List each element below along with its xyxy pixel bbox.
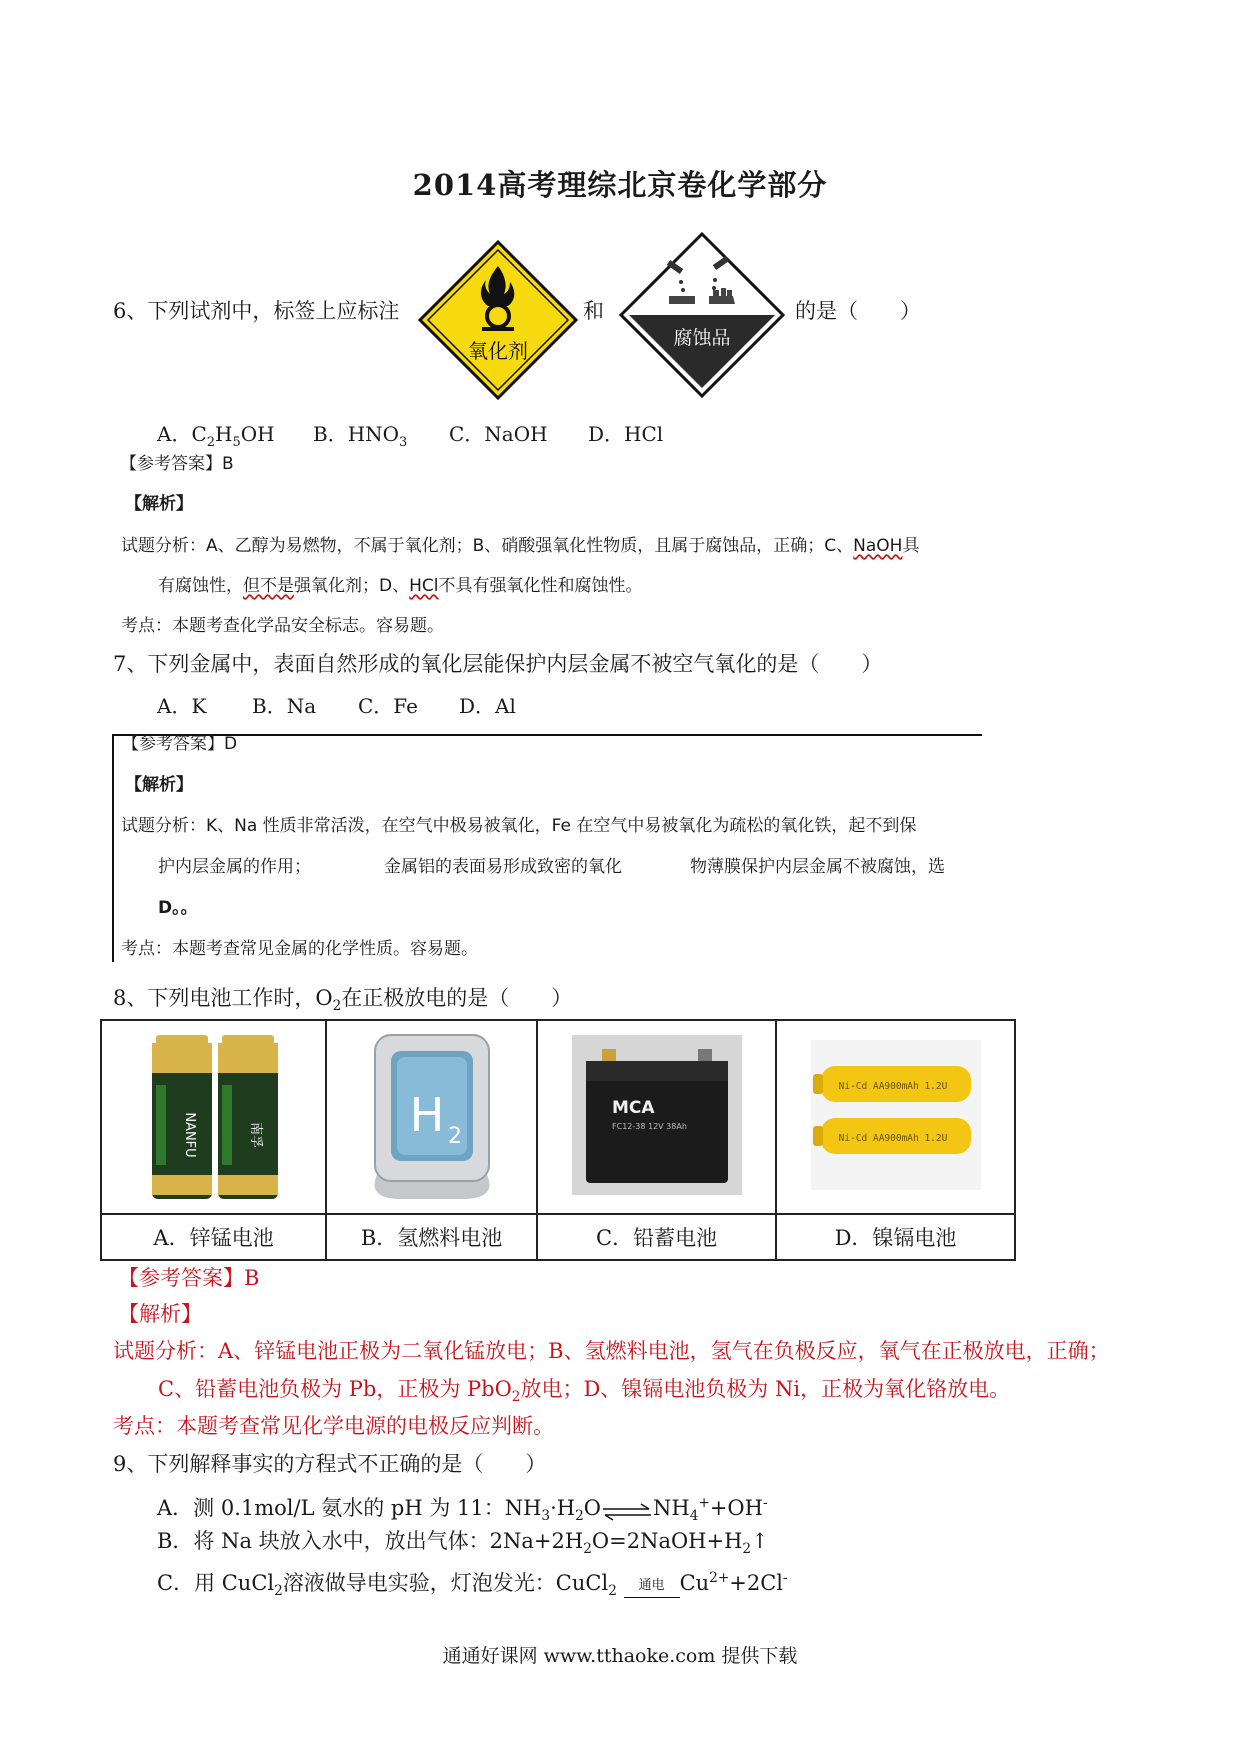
page-title: 2014高考理综北京卷化学部分 [412, 168, 828, 202]
battery-d-label-text-1: Ni-Cd AA900mAh 1.2U [838, 1081, 947, 1092]
q6-analysis-line2: 有腐蚀性，但不是强氧化剂；D、HCl不具有强氧化性和腐蚀性。 [158, 576, 643, 596]
battery-b-image-cell [326, 1020, 537, 1214]
zinc-manganese-battery-image [134, 1025, 294, 1205]
battery-option-a-label: A．锌锰电池 [101, 1214, 326, 1260]
q8-answer: 【参考答案】B [118, 1266, 260, 1290]
q7-option-d: D．Al [459, 694, 516, 718]
q6-option-a: A．$C_2H_5OH$ [157, 422, 275, 450]
q7-analysis-line2a: 护内层金属的作用； [158, 857, 311, 877]
q6-option-c: C．NaOH [449, 422, 548, 446]
q7-option-a: A．K [157, 694, 207, 718]
corrosive-hazard-label [617, 230, 787, 400]
q7-answer-box-border [112, 734, 982, 962]
q8-analysis-line2: C、铅蓄电池负极为 Pb，正极为 PbO$_2$放电；D、镍镉电池负极为 Ni，正极为氧化铬放电。 [158, 1377, 1011, 1406]
reversible-arrow-icon [601, 1500, 653, 1520]
oxidizer-label-text: 氧化剂 [468, 339, 528, 363]
q7-analysis-line1: 试题分析：K、Na 性质非常活泼，在空气中极易被氧化，Fe 在空气中易被氧化为疏松的氧化铁，起不到保 [121, 816, 917, 836]
q9-option-c: C．用 CuCl$_2$溶液做导电实验，灯泡发光：CuCl$_2$ 通电 $Cu^{2+}+2Cl^-$ [157, 1563, 788, 1606]
q7-analysis-line2b: 金属铝的表面易形成致密的氧化 [384, 857, 622, 877]
q7-answer: 【参考答案】D [122, 734, 238, 754]
battery-d-image-cell [776, 1020, 1015, 1214]
oxidizer-hazard-label [416, 238, 580, 402]
battery-c-model-text: FC12-38 12V 38Ah [611, 1122, 687, 1131]
battery-c-image-cell [537, 1020, 776, 1214]
battery-option-d-label: D．镍镉电池 [776, 1214, 1015, 1260]
q7-option-c: C．Fe [358, 694, 418, 718]
q8-key-point: 考点：本题考查常见化学电源的电极反应判断。 [113, 1414, 554, 1438]
q9-stem: 9、下列解释事实的方程式不正确的是（ ） [113, 1452, 547, 1476]
q7-option-b: B．Na [252, 694, 317, 718]
q6-option-d: D．HCl [588, 422, 664, 446]
q6-stem-suffix: 的是（ ） [795, 299, 921, 323]
q6-analysis-heading: 【解析】 [125, 494, 193, 514]
corrosive-label-text: 腐蚀品 [673, 327, 731, 349]
q7-key-point: 考点：本题考查常见金属的化学性质。容易题。 [121, 939, 478, 959]
q7-analysis-heading: 【解析】 [125, 775, 193, 795]
q9-option-a: A．测 0.1mol/L 氨水的 pH 为 11：$NH_3\cdot H_2O$ $NH_4^++OH^-$ [157, 1495, 768, 1525]
q6-stem-prefix: 6、下列试剂中，标签上应标注 [113, 299, 400, 323]
q8-stem: 8、下列电池工作时，$O_2$在正极放电的是（ ） [113, 986, 573, 1015]
q7-analysis-line2c: 物薄膜保护内层金属不被腐蚀，选 [690, 857, 945, 877]
battery-c-brand-text: MCA [611, 1098, 655, 1118]
battery-option-c-label: C．铅蓄电池 [537, 1214, 776, 1260]
q6-key-point: 考点：本题考查化学品安全标志。容易题。 [121, 616, 444, 636]
q9-option-b: B．将 Na 块放入水中，放出气体：$2Na+2H_2O=2NaOH+H_2↑$ [157, 1529, 769, 1558]
q6-option-b: B．$HNO_3$ [313, 422, 408, 450]
q6-answer: 【参考答案】B [120, 454, 234, 474]
battery-d-label-text-2: Ni-Cd AA900mAh 1.2U [838, 1133, 947, 1144]
q6-analysis-line1: 试题分析：A、乙醇为易燃物，不属于氧化剂；B、硝酸强氧化性物质，且属于腐蚀品，正确；C、NaOH具 [121, 536, 920, 556]
battery-a-brand-text-2: 南孚 [247, 1121, 263, 1149]
hydrogen-fuel-cell-image [357, 1025, 507, 1205]
lead-acid-battery-image [572, 1035, 742, 1195]
battery-a-brand-text: NANFU [181, 1112, 197, 1158]
q6-stem-middle: 和 [583, 299, 604, 323]
nickel-cadmium-battery-image [811, 1040, 981, 1190]
electrolysis-arrow [624, 1579, 680, 1606]
h2-subscript-text: 2 [447, 1124, 462, 1149]
battery-options-table [100, 1019, 1016, 1261]
battery-option-b-label: B．氢燃料电池 [326, 1214, 537, 1260]
h2-symbol-text: H [409, 1088, 444, 1142]
q8-analysis-heading: 【解析】 [118, 1302, 202, 1326]
page-footer: 通通好课网 www.tthaoke.com 提供下载 [442, 1645, 798, 1667]
battery-a-image-cell [101, 1020, 326, 1214]
q8-analysis-line1: 试题分析：A、锌锰电池正极为二氧化锰放电；B、氢燃料电池，氢气在负极反应，氧气在正极放电，正确； [113, 1339, 1110, 1363]
q7-stem: 7、下列金属中，表面自然形成的氧化层能保护内层金属不被空气氧化的是（ ） [113, 652, 883, 676]
electrolysis-condition-text: 通电 [638, 1578, 665, 1594]
q7-analysis-line3: D。。 [158, 898, 198, 918]
